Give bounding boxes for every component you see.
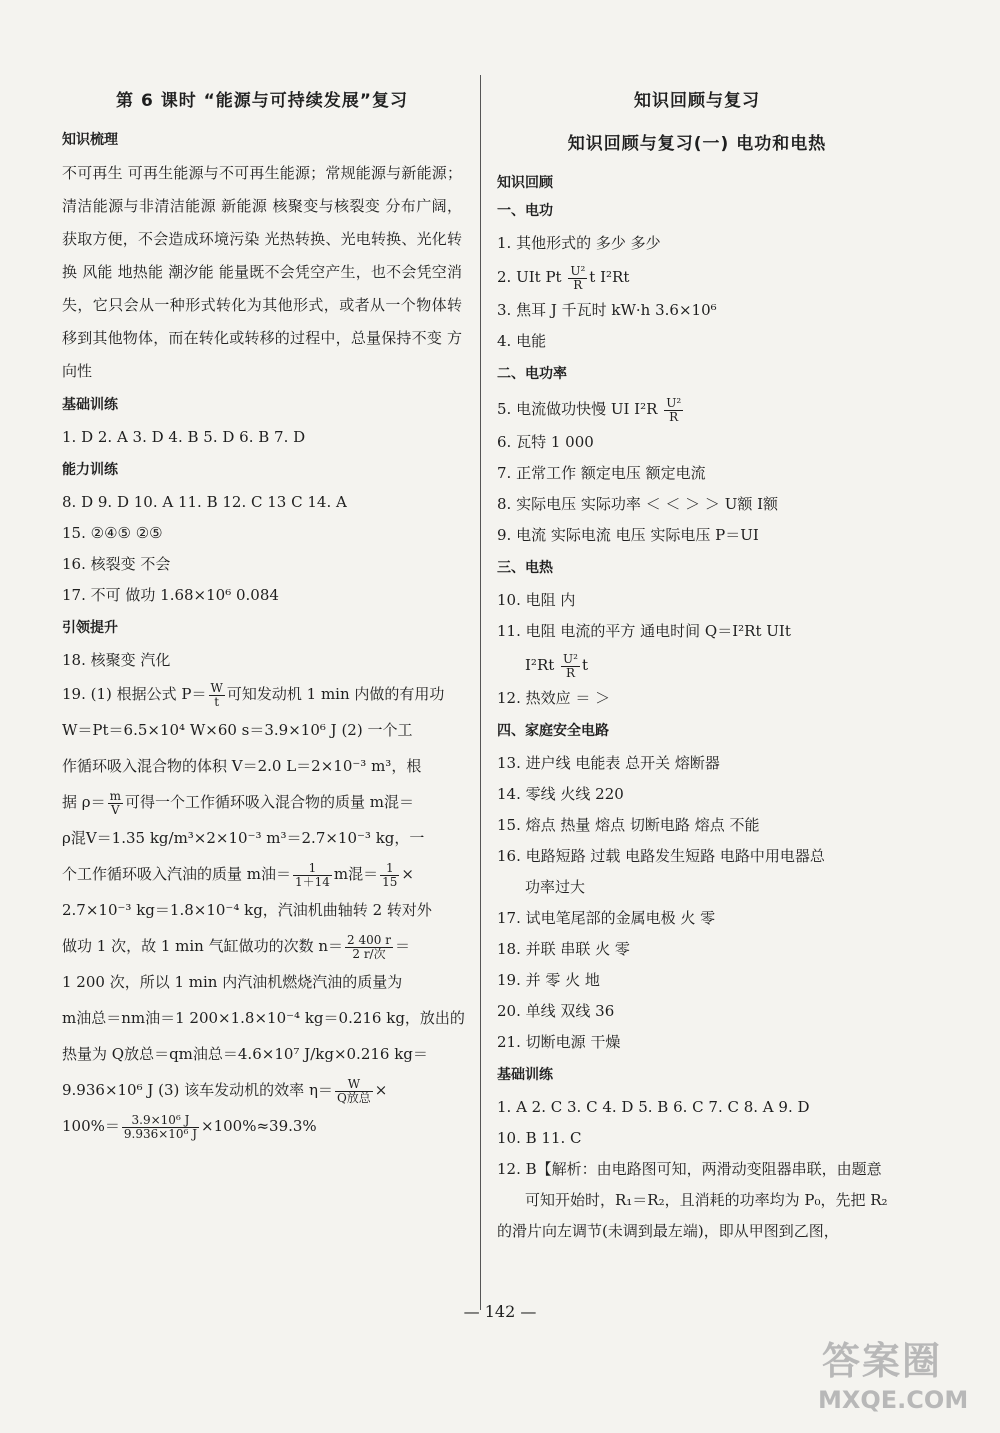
text: 个工作循环吸入汽油的质量 m油＝ <box>62 865 291 883</box>
text: 据 ρ＝ <box>62 793 106 811</box>
answer-line: 的滑片向左调节(未调到最左端)，即从甲图到乙图， <box>497 1222 839 1240</box>
lead-improve-answer: 18. 核聚变 汽化 <box>62 651 171 669</box>
text: t <box>581 656 589 674</box>
answer-line: 20. 单线 双线 36 <box>497 1002 615 1020</box>
answer-line: 18. 并联 串联 火 零 <box>497 940 630 958</box>
basic-training-answers: 1. D 2. A 3. D 4. B 5. D 6. B 7. D <box>62 428 306 446</box>
basic-training-heading: 基础训练 <box>497 1067 553 1083</box>
ability-answer-line: 15. ②④⑤ ②⑤ <box>62 524 163 542</box>
denominator: R <box>565 665 576 680</box>
fraction <box>209 682 225 709</box>
q19-line <box>62 1072 462 1108</box>
right-section-subtitle: 知识回顾与复习(一) 电功和电热 <box>567 134 827 154</box>
numerator: 3.9×10⁶ J <box>122 1114 199 1128</box>
answer-line: 4. 电能 <box>497 332 547 350</box>
answer-line: 可知开始时，R₁＝R₂，且消耗的功率均为 P₀，先把 R₂ <box>525 1191 888 1209</box>
knowledge-summary-heading: 知识梳理 <box>62 132 118 148</box>
answer-line: 12. 热效应 ＝ ＞ <box>497 689 611 707</box>
right-column <box>497 78 897 1247</box>
numerator: W <box>210 680 223 695</box>
text: m混＝ <box>333 865 379 883</box>
knowledge-summary-text: 不可再生 可再生能源与不可再生能源；常规能源与新能源；清洁能源与非清洁能源 新能源 核聚变与核裂变 分布广阔，获取方便，不会造成环境污染 光热转换、光电转换、光化转换 风能 地热能 潮汐能 能量既不会凭空产生，也不会凭空消失，它只会从一种形式转化为其他形式，或者从一个物体转移到其他物体，而在转化或转移的过程中，总量保持不变 方向性 <box>62 164 462 380</box>
numerator: 1 <box>380 862 399 876</box>
fraction <box>345 934 393 961</box>
fraction <box>561 653 580 680</box>
text: t I²Rt <box>589 268 630 286</box>
page-number: — 142 — <box>463 1302 537 1321</box>
lead-improve-heading: 引领提升 <box>62 620 118 636</box>
q19-line: 2.7×10⁻³ kg＝1.8×10⁻⁴ kg，汽油机曲轴转 2 转对外 <box>62 901 432 919</box>
numerator: m <box>109 788 121 803</box>
electric-work-heading: 一、电功 <box>497 203 553 219</box>
text: 可知发动机 1 min 内做的有用功 <box>226 685 445 703</box>
answer-line: 7. 正常工作 额定电压 额定电流 <box>497 464 706 482</box>
answer-line: 10. 电阻 内 <box>497 591 576 609</box>
answer-line: 16. 电路短路 过载 电路发生短路 电路中用电器总 <box>497 847 825 865</box>
answer-line: 21. 切断电源 干燥 <box>497 1033 621 1051</box>
text: 9.936×10⁶ J (3) 该车发动机的效率 η＝ <box>62 1081 333 1099</box>
q19-line <box>62 1108 462 1144</box>
answer-line <box>497 259 897 295</box>
left-section-title: 第 6 课时 “能源与可持续发展”复习 <box>116 91 408 111</box>
watermark-text: 答案圈 <box>822 1339 943 1383</box>
q19-line: W＝Pt＝6.5×10⁴ W×60 s＝3.9×10⁶ J (2) 一个工 <box>62 721 413 739</box>
answer-line: 10. B 11. C <box>497 1129 582 1147</box>
text: 100%＝ <box>62 1117 120 1135</box>
fraction <box>664 397 683 424</box>
q19-line <box>62 928 462 964</box>
denominator: 15 <box>382 874 398 889</box>
column-divider <box>480 75 481 1310</box>
answer-line: 19. 并 零 火 地 <box>497 971 600 989</box>
text: ＝ <box>394 937 410 955</box>
ability-answer-line: 8. D 9. D 10. A 11. B 12. C 13 C 14. A <box>62 493 347 511</box>
fraction <box>108 790 123 817</box>
left-column <box>62 78 465 1144</box>
ability-answer-line: 17. 不可 做功 1.68×10⁶ 0.084 <box>62 586 279 604</box>
denominator: V <box>110 802 120 817</box>
denominator: R <box>573 277 583 292</box>
answer-line: 17. 试电笔尾部的金属电极 火 零 <box>497 909 716 927</box>
text: ×100%≈39.3% <box>201 1117 317 1135</box>
text: × <box>401 865 414 883</box>
watermark-url: MXQE.COM <box>818 1386 969 1414</box>
fraction <box>293 862 332 889</box>
q19-line: 热量为 Q放总＝qm油总＝4.6×10⁷ J/kg×0.216 kg＝ <box>62 1045 428 1063</box>
numerator: U² <box>666 395 682 410</box>
answer-line <box>497 647 897 683</box>
right-section-title: 知识回顾与复习 <box>634 91 760 111</box>
answer-line: 1. A 2. C 3. C 4. D 5. B 6. C 7. C 8. A 9. D <box>497 1098 810 1116</box>
answer-line: 12. B【解析：由电路图可知，两滑动变阻器串联，由题意 <box>497 1160 882 1178</box>
answer-line: 6. 瓦特 1 000 <box>497 433 594 451</box>
answer-line: 3. 焦耳 J 千瓦时 kW·h 3.6×10⁶ <box>497 301 717 319</box>
answer-line: 功率过大 <box>525 878 586 896</box>
denominator: t <box>214 694 220 709</box>
numerator: W <box>335 1078 373 1092</box>
text: 做功 1 次，故 1 min 气缸做功的次数 n＝ <box>62 937 344 955</box>
numerator: 2 400 r <box>347 932 391 947</box>
home-circuit-heading: 四、家庭安全电路 <box>497 723 609 739</box>
answer-line: 13. 进户线 电能表 总开关 熔断器 <box>497 754 720 772</box>
q19-line: ρ混V＝1.35 kg/m³×2×10⁻³ m³＝2.7×10⁻³ kg，一 <box>62 829 425 847</box>
q19-line <box>62 784 462 820</box>
answer-line: 15. 熔点 热量 熔点 切断电路 熔点 不能 <box>497 816 760 834</box>
electric-power-heading: 二、电功率 <box>497 366 567 382</box>
denominator: R <box>669 409 679 424</box>
text: 2. UIt Pt <box>497 268 562 286</box>
numerator: 1 <box>293 862 332 876</box>
text: 可得一个工作循环吸入混合物的质量 m混＝ <box>124 793 414 811</box>
text: 19. (1) 根据公式 P＝ <box>62 685 207 703</box>
ability-training-heading: 能力训练 <box>62 462 118 478</box>
fraction <box>568 265 587 292</box>
q19-line: 1 200 次，所以 1 min 内汽油机燃烧汽油的质量为 <box>62 973 403 991</box>
denominator: 2 r/次 <box>352 946 386 961</box>
basic-training-heading: 基础训练 <box>62 397 118 413</box>
text: × <box>374 1081 388 1099</box>
text: I²Rt <box>525 656 555 674</box>
q19-line: m油总＝nm油＝1 200×1.8×10⁻⁴ kg＝0.216 kg，放出的 <box>62 1009 465 1027</box>
fraction <box>122 1114 199 1141</box>
q19-line: 作循环吸入混合物的体积 V＝2.0 L＝2×10⁻³ m³，根 <box>62 757 422 775</box>
answer-line: 9. 电流 实际电流 电压 实际电压 P＝UI <box>497 526 759 544</box>
numerator: U² <box>570 263 586 278</box>
denominator: 1＋14 <box>295 874 330 889</box>
fraction <box>380 862 399 889</box>
text: 5. 电流做功快慢 UI I²R <box>497 400 658 418</box>
ability-answer-line: 16. 核裂变 不会 <box>62 555 171 573</box>
answer-line: 1. 其他形式的 多少 多少 <box>497 234 661 252</box>
answer-line: 14. 零线 火线 220 <box>497 785 624 803</box>
knowledge-review-heading: 知识回顾 <box>497 175 553 191</box>
answer-line <box>497 391 897 427</box>
answer-line: 8. 实际电压 实际功率 ＜ ＜ ＞ ＞ U额 I额 <box>497 495 779 513</box>
numerator: U² <box>563 651 578 666</box>
q19-line <box>62 676 462 712</box>
denominator: 9.936×10⁶ J <box>123 1126 198 1141</box>
denominator: Q放总 <box>336 1090 371 1105</box>
electric-heat-heading: 三、电热 <box>497 560 553 576</box>
watermark-logo <box>812 1330 992 1425</box>
answer-line: 11. 电阻 电流的平方 通电时间 Q＝I²Rt UIt <box>497 622 791 640</box>
fraction <box>335 1078 373 1105</box>
q19-line <box>62 856 462 892</box>
